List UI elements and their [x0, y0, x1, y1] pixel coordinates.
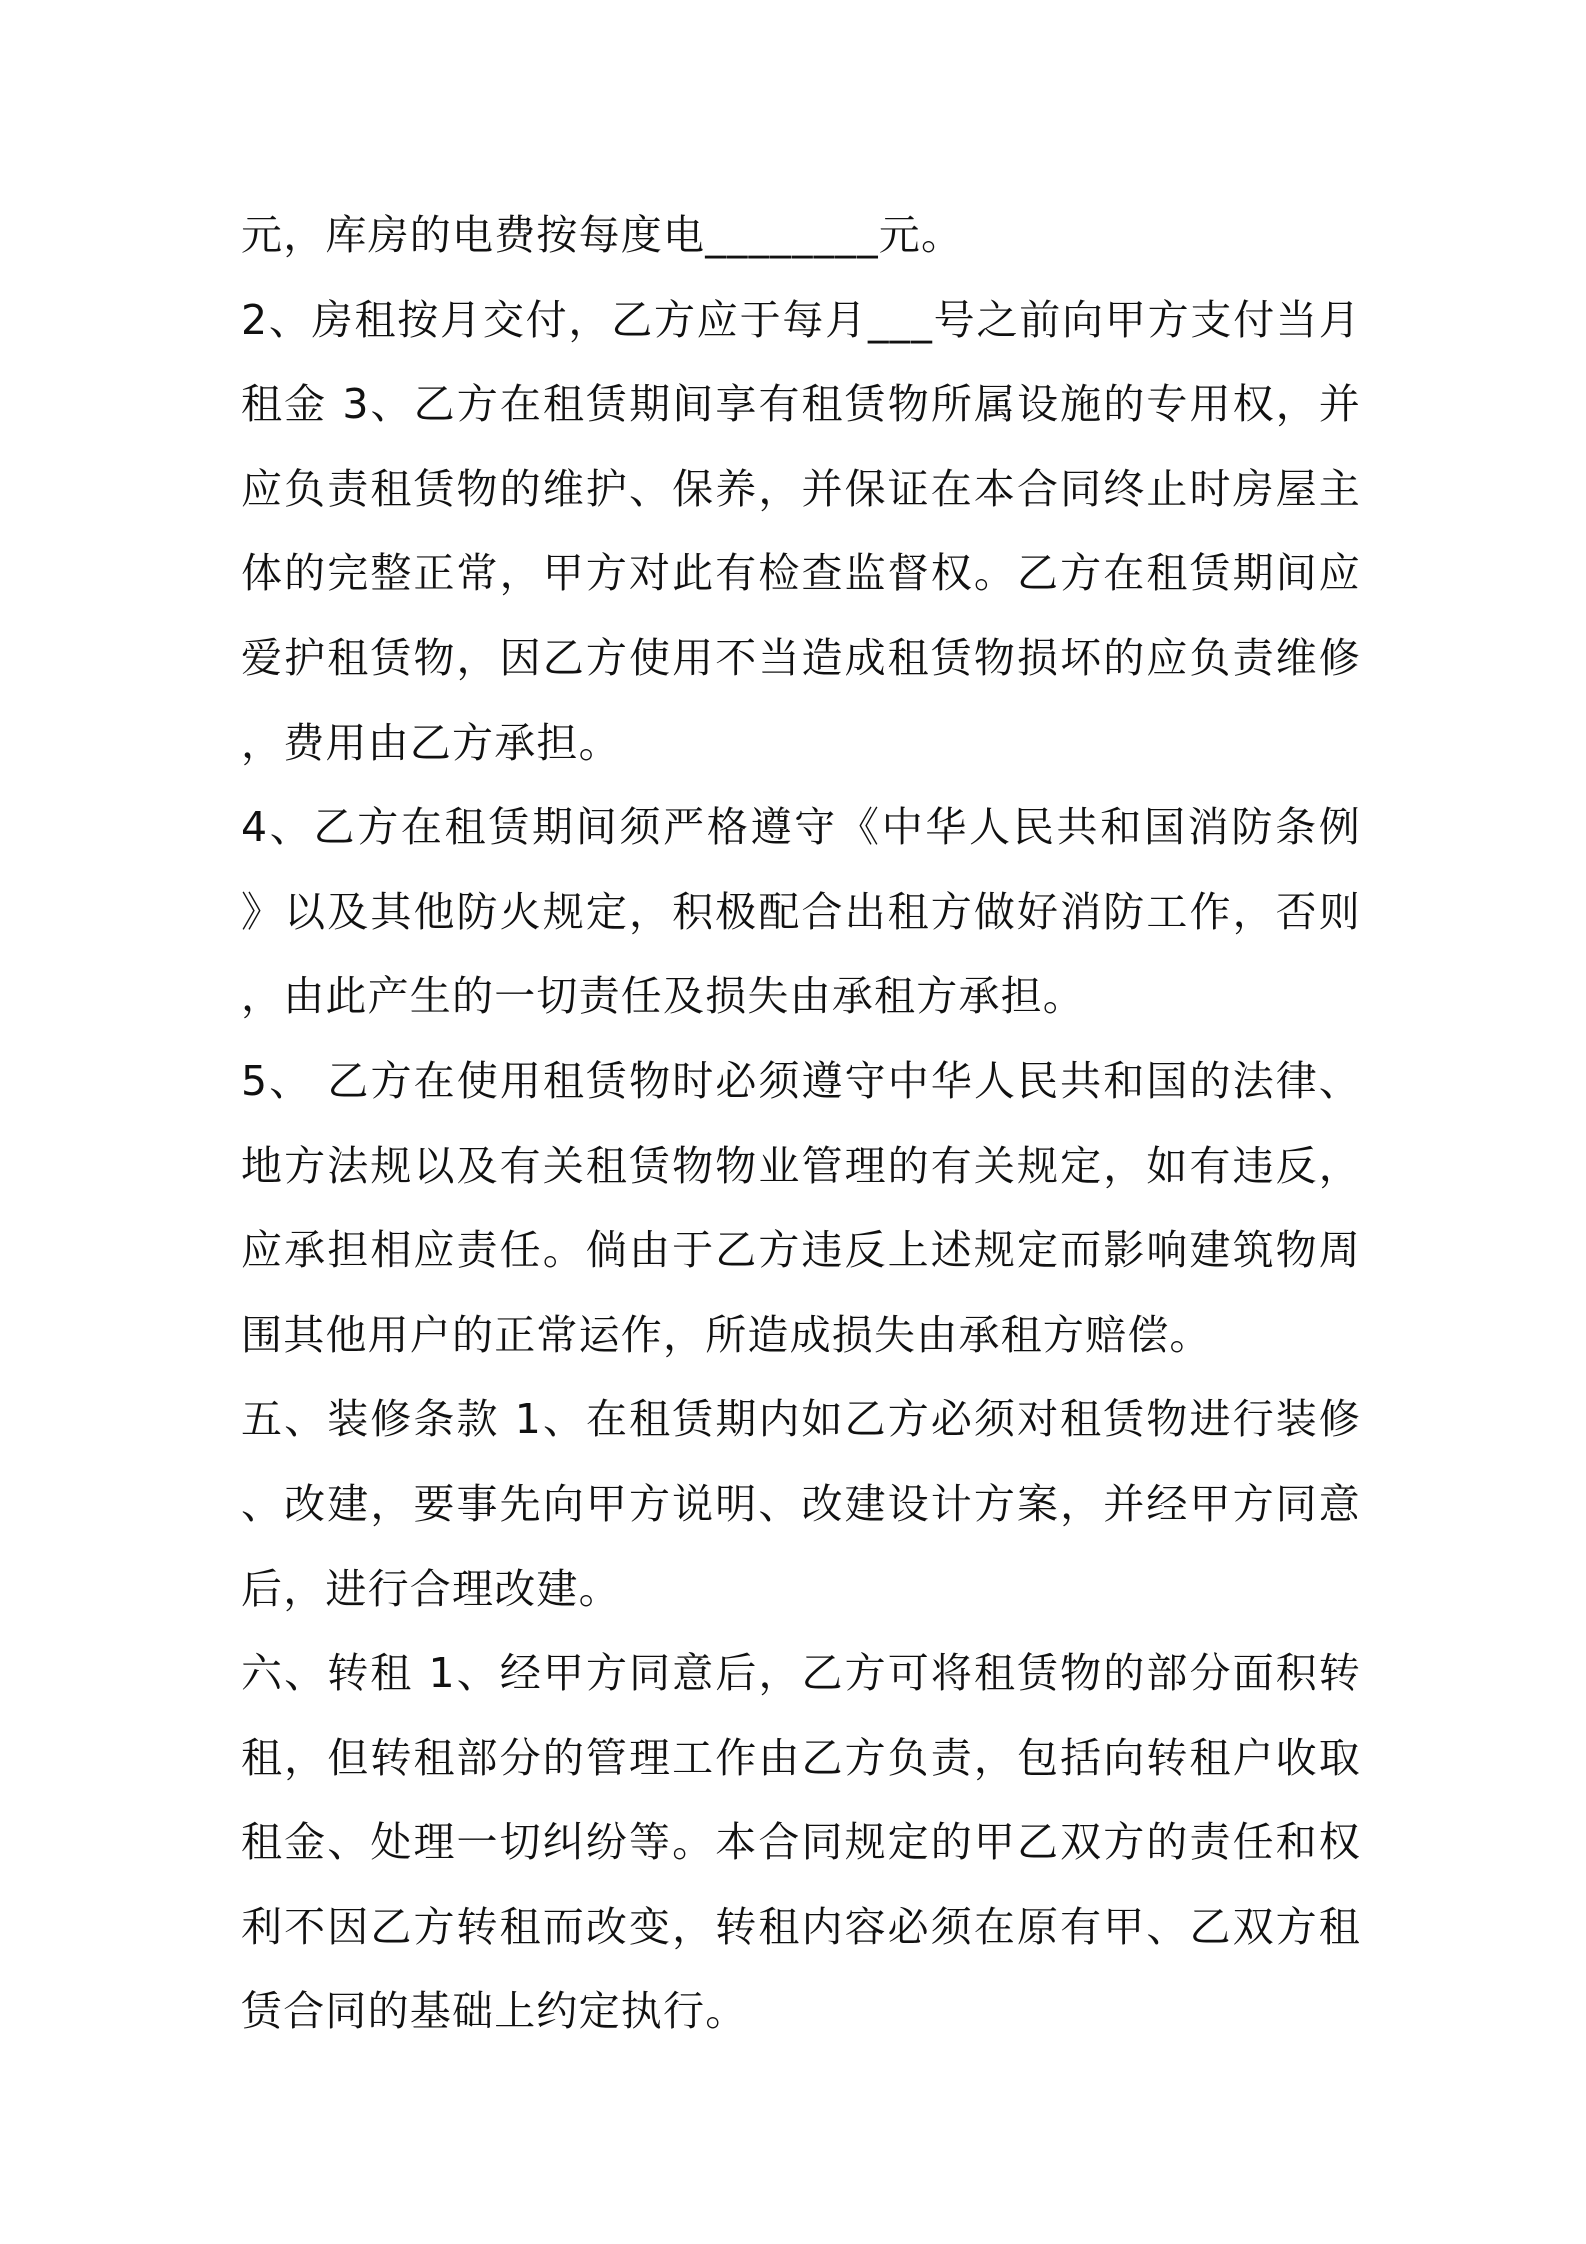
text-line: 租金 3、乙方在租赁期间享有租赁物所属设施的专用权，并 — [241, 380, 1361, 429]
text-line: 应负责租赁物的维护、保养，并保证在本合同终止时房屋主 — [241, 464, 1361, 513]
text-line: 后，进行合理改建。 — [241, 1564, 621, 1613]
text-line: 5、 乙方在使用租赁物时必须遵守中华人民共和国的法律、 — [241, 1056, 1361, 1105]
text-line: 4、乙方在租赁期间须严格遵守《中华人民共和国消防条例 — [241, 803, 1361, 852]
text-line: ，由此产生的一切责任及损失由承租方承担。 — [241, 972, 1085, 1021]
text-line: 围其他用户的正常运作，所造成损失由承租方赔偿。 — [241, 1310, 1212, 1359]
text-line: 租金、处理一切纠纷等。本合同规定的甲乙双方的责任和权 — [241, 1818, 1361, 1867]
text-line: 租，但转租部分的管理工作由乙方负责，包括向转租户收取 — [241, 1733, 1361, 1782]
text-line: 利不因乙方转租而改变，转租内容必须在原有甲、乙双方租 — [241, 1902, 1361, 1951]
text-line: 六、转租 1、经甲方同意后，乙方可将租赁物的部分面积转 — [241, 1649, 1361, 1698]
document-body — [241, 193, 1361, 2054]
text-line: 元，库房的电费按每度电________元。 — [241, 211, 964, 259]
text-line: 体的完整正常，甲方对此有检查监督权。乙方在租赁期间应 — [241, 549, 1361, 598]
text-line: 2、房租按月交付，乙方应于每月___号之前向甲方支付当月 — [241, 295, 1361, 344]
text-line: 地方法规以及有关租赁物物业管理的有关规定，如有违反， — [241, 1141, 1361, 1190]
text-line: 五、装修条款 1、在租赁期内如乙方必须对租赁物进行装修 — [241, 1395, 1361, 1444]
text-line: 、改建，要事先向甲方说明、改建设计方案，并经甲方同意 — [241, 1479, 1361, 1528]
text-line: 应承担相应责任。倘由于乙方违反上述规定而影响建筑物周 — [241, 1226, 1361, 1275]
text-line: 赁合同的基础上约定执行。 — [241, 1987, 748, 2036]
text-line: 爱护租赁物，因乙方使用不当造成租赁物损坏的应负责维修 — [241, 633, 1361, 682]
text-line: ，费用由乙方承担。 — [241, 718, 621, 767]
text-line: 》以及其他防火规定，积极配合出租方做好消防工作，否则 — [241, 887, 1361, 936]
